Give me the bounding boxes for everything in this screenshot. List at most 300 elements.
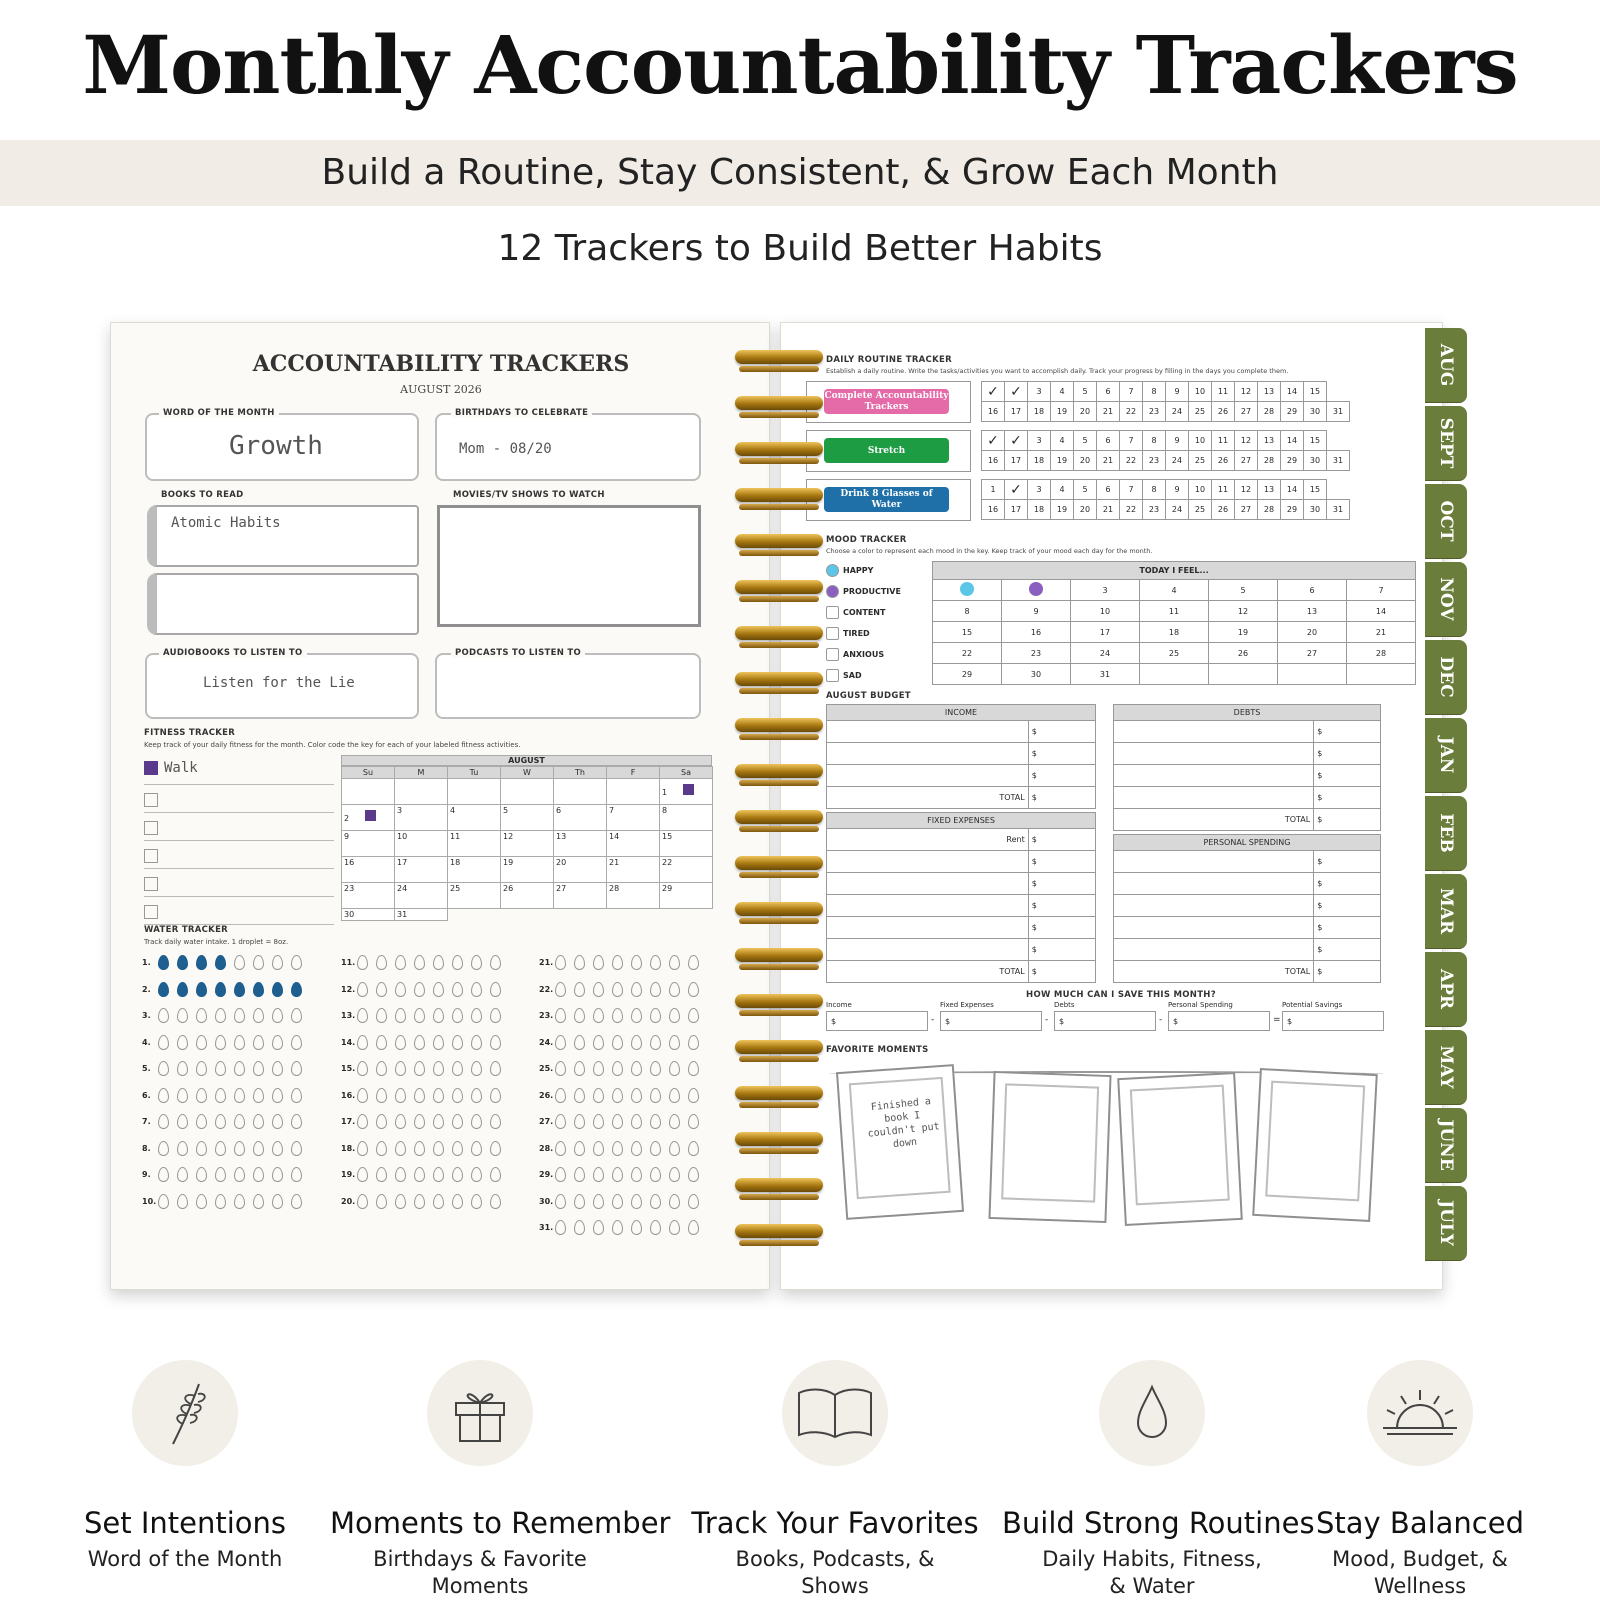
habit-day[interactable]: 10 [1189,431,1212,451]
droplet-icon[interactable] [574,1114,585,1129]
mood-day[interactable]: 25 [1140,643,1209,664]
droplet-icon[interactable] [612,1008,623,1023]
droplet-icon[interactable] [196,1167,207,1182]
droplet-icon[interactable] [593,1114,604,1129]
droplet-icon[interactable] [253,1088,264,1103]
droplet-icon[interactable] [291,1008,302,1023]
cal-day[interactable]: 18 [448,857,501,883]
droplet-icon[interactable] [631,1220,642,1235]
habit-day[interactable]: 15 [1304,382,1327,402]
droplet-icon[interactable] [688,1167,699,1182]
droplet-icon[interactable] [593,1167,604,1182]
droplet-icon[interactable] [574,1167,585,1182]
droplet-icon[interactable] [555,1114,566,1129]
droplet-icon[interactable] [414,1035,425,1050]
droplet-icon[interactable] [555,1141,566,1156]
droplet-icon[interactable] [574,1008,585,1023]
fitness-key-row[interactable] [144,869,334,897]
mood-day[interactable]: 16 [1002,622,1071,643]
droplet-icon[interactable] [414,1194,425,1209]
droplet-icon[interactable] [196,1194,207,1209]
habit-day[interactable]: 22 [1120,451,1143,471]
checkbox[interactable] [144,793,158,807]
droplet-icon[interactable] [215,1088,226,1103]
droplet-icon[interactable] [357,1194,368,1209]
cal-day[interactable] [554,779,607,805]
droplet-icon[interactable] [433,1194,444,1209]
droplet-icon[interactable] [215,1194,226,1209]
habit-day[interactable]: 10 [1189,382,1212,402]
mood-day[interactable]: 3 [1071,580,1140,601]
habit-day[interactable]: 4 [1051,382,1074,402]
budget-amount[interactable]: $ [1028,895,1095,917]
cal-day[interactable]: 14 [607,831,660,857]
droplet-icon[interactable] [433,955,444,970]
cal-day[interactable]: 16 [342,857,395,883]
droplet-icon[interactable] [612,1035,623,1050]
habit-day[interactable]: 9 [1166,382,1189,402]
droplet-icon[interactable] [452,1141,463,1156]
cal-day[interactable]: 7 [607,805,660,831]
droplet-icon[interactable] [593,1035,604,1050]
habit-day[interactable] [1327,431,1350,451]
mood-day[interactable] [1002,580,1071,601]
droplet-icon[interactable] [177,1008,188,1023]
droplet-icon[interactable] [357,1141,368,1156]
habit-day[interactable]: 21 [1097,500,1120,520]
budget-row[interactable] [1114,809,1381,831]
budget-item[interactable] [827,939,1029,961]
droplet-icon[interactable] [555,1167,566,1182]
budget-item[interactable] [1114,743,1314,765]
budget-item[interactable] [1114,721,1314,743]
droplet-icon[interactable] [414,955,425,970]
budget-amount[interactable]: $ [1314,873,1381,895]
droplet-icon[interactable] [612,1220,623,1235]
droplet-icon[interactable] [291,1114,302,1129]
habit-day[interactable]: 20 [1074,500,1097,520]
habit-day[interactable]: 7 [1120,382,1143,402]
droplet-icon[interactable] [631,1194,642,1209]
mood-day[interactable] [1278,664,1347,685]
mood-key-row[interactable] [826,602,921,623]
habit-day[interactable]: 28 [1258,402,1281,422]
droplet-icon[interactable] [291,1035,302,1050]
cal-day[interactable]: 6 [554,805,607,831]
droplet-icon[interactable] [291,982,302,997]
budget-amount[interactable]: $ [1028,917,1095,939]
droplet-icon[interactable] [688,1035,699,1050]
fitness-key-row[interactable] [144,841,334,869]
mood-key-row[interactable] [826,581,921,602]
habit-day[interactable]: 24 [1166,500,1189,520]
droplet-icon[interactable] [158,982,169,997]
droplet-icon[interactable] [631,982,642,997]
budget-item[interactable] [1114,939,1314,961]
fitness-key-row[interactable] [144,813,334,841]
savings-field[interactable]: $ [1168,1011,1270,1031]
droplet-icon[interactable] [574,1194,585,1209]
habit-day[interactable]: 26 [1212,451,1235,471]
droplet-icon[interactable] [158,1088,169,1103]
droplet-icon[interactable] [433,1061,444,1076]
droplet-icon[interactable] [490,1194,501,1209]
habit-day[interactable]: 8 [1143,431,1166,451]
checkbox[interactable] [144,877,158,891]
habit-day[interactable]: 31 [1327,451,1350,471]
droplet-icon[interactable] [490,1008,501,1023]
droplet-icon[interactable] [414,1141,425,1156]
droplet-icon[interactable] [555,1008,566,1023]
budget-amount[interactable]: $ [1028,851,1095,873]
budget-item[interactable] [1114,873,1314,895]
mood-day[interactable]: 11 [1140,601,1209,622]
budget-row[interactable] [1114,765,1381,787]
droplet-icon[interactable] [555,1035,566,1050]
droplet-icon[interactable] [612,1114,623,1129]
droplet-icon[interactable] [669,1194,680,1209]
mood-day[interactable]: 4 [1140,580,1209,601]
droplet-icon[interactable] [395,955,406,970]
budget-row[interactable] [827,917,1096,939]
droplet-icon[interactable] [471,1167,482,1182]
droplet-icon[interactable] [612,955,623,970]
cal-day[interactable]: 29 [660,883,713,909]
budget-item[interactable] [827,851,1029,873]
droplet-icon[interactable] [471,982,482,997]
budget-item[interactable]: TOTAL [1114,961,1314,983]
cal-day[interactable]: 31 [395,909,448,921]
droplet-icon[interactable] [669,1061,680,1076]
habit-day[interactable]: 12 [1235,431,1258,451]
droplet-icon[interactable] [357,955,368,970]
droplet-icon[interactable] [253,1194,264,1209]
mood-day[interactable]: 30 [1002,664,1071,685]
mood-day[interactable]: 8 [933,601,1002,622]
habit-day[interactable]: 14 [1281,480,1304,500]
droplet-icon[interactable] [612,1088,623,1103]
habit-day[interactable]: 20 [1074,451,1097,471]
mood-day[interactable]: 14 [1347,601,1416,622]
droplet-icon[interactable] [234,1114,245,1129]
mood-key-row[interactable] [826,560,921,581]
budget-amount[interactable]: $ [1314,809,1381,831]
habit-day[interactable]: 20 [1074,402,1097,422]
droplet-icon[interactable] [669,1088,680,1103]
budget-row[interactable] [827,895,1096,917]
habit-day[interactable]: 25 [1189,451,1212,471]
fitness-key-row[interactable] [144,757,334,785]
budget-item[interactable]: TOTAL [827,787,1029,809]
budget-row[interactable] [1114,851,1381,873]
droplet-icon[interactable] [196,955,207,970]
droplet-icon[interactable] [669,1220,680,1235]
droplet-icon[interactable] [395,1061,406,1076]
checkbox[interactable] [144,849,158,863]
habit-day[interactable]: 19 [1051,451,1074,471]
budget-row[interactable] [1114,787,1381,809]
droplet-icon[interactable] [669,1167,680,1182]
droplet-icon[interactable] [272,1194,283,1209]
droplet-icon[interactable] [452,1035,463,1050]
droplet-icon[interactable] [376,955,387,970]
droplet-icon[interactable] [452,1114,463,1129]
droplet-icon[interactable] [272,955,283,970]
mood-day[interactable]: 28 [1347,643,1416,664]
droplet-icon[interactable] [376,1194,387,1209]
habit-day[interactable]: 22 [1120,402,1143,422]
droplet-icon[interactable] [612,1194,623,1209]
habit-day[interactable]: 4 [1051,480,1074,500]
habit-day[interactable]: ✓ [1005,431,1028,451]
cal-day[interactable]: 23 [342,883,395,909]
droplet-icon[interactable] [376,1088,387,1103]
droplet-icon[interactable] [490,955,501,970]
tab-jan[interactable] [1425,718,1467,793]
droplet-icon[interactable] [631,1035,642,1050]
cal-day[interactable] [448,779,501,805]
savings-field[interactable]: $ [1282,1011,1384,1031]
cal-day[interactable] [501,779,554,805]
mood-key-row[interactable] [826,665,921,686]
habit-day[interactable]: 12 [1235,382,1258,402]
mood-day[interactable] [933,580,1002,601]
checkbox[interactable] [144,821,158,835]
droplet-icon[interactable] [688,1114,699,1129]
habit-day[interactable]: 21 [1097,451,1120,471]
cal-day[interactable]: 9 [342,831,395,857]
mood-day[interactable]: 21 [1347,622,1416,643]
droplet-icon[interactable] [177,1141,188,1156]
droplet-icon[interactable] [433,1141,444,1156]
droplet-icon[interactable] [196,982,207,997]
droplet-icon[interactable] [669,1141,680,1156]
droplet-icon[interactable] [490,1061,501,1076]
habit-day[interactable]: 31 [1327,402,1350,422]
mood-day[interactable]: 24 [1071,643,1140,664]
droplet-icon[interactable] [234,1061,245,1076]
cal-day[interactable]: 25 [448,883,501,909]
droplet-icon[interactable] [471,1194,482,1209]
droplet-icon[interactable] [452,1061,463,1076]
habit-day[interactable]: 30 [1304,500,1327,520]
droplet-icon[interactable] [631,955,642,970]
droplet-icon[interactable] [471,955,482,970]
droplet-icon[interactable] [490,1035,501,1050]
budget-amount[interactable]: $ [1314,895,1381,917]
budget-item[interactable] [827,743,1029,765]
droplet-icon[interactable] [395,1194,406,1209]
droplet-icon[interactable] [650,1061,661,1076]
droplet-icon[interactable] [376,1167,387,1182]
cal-day[interactable]: 28 [607,883,660,909]
budget-item[interactable]: Rent [827,829,1029,851]
cal-day[interactable]: 15 [660,831,713,857]
mood-day[interactable]: 26 [1209,643,1278,664]
droplet-icon[interactable] [177,1088,188,1103]
droplet-icon[interactable] [158,1167,169,1182]
droplet-icon[interactable] [593,982,604,997]
cal-day[interactable]: 22 [660,857,713,883]
habit-day[interactable] [1327,382,1350,402]
savings-field[interactable]: $ [826,1011,928,1031]
droplet-icon[interactable] [574,955,585,970]
budget-amount[interactable]: $ [1028,721,1095,743]
droplet-icon[interactable] [574,1141,585,1156]
habit-day[interactable] [1327,480,1350,500]
habit-day[interactable]: 7 [1120,480,1143,500]
habit-day[interactable]: 11 [1212,382,1235,402]
droplet-icon[interactable] [395,1035,406,1050]
droplet-icon[interactable] [433,1167,444,1182]
budget-row[interactable] [827,873,1096,895]
budget-amount[interactable]: $ [1028,939,1095,961]
droplet-icon[interactable] [555,982,566,997]
habit-day[interactable]: 13 [1258,480,1281,500]
mood-day[interactable]: 17 [1071,622,1140,643]
droplet-icon[interactable] [215,955,226,970]
droplet-icon[interactable] [688,982,699,997]
droplet-icon[interactable] [253,1114,264,1129]
droplet-icon[interactable] [631,1088,642,1103]
cal-day[interactable] [607,779,660,805]
habit-day[interactable]: 17 [1005,402,1028,422]
habit-day[interactable]: 30 [1304,451,1327,471]
habit-day[interactable]: 9 [1166,480,1189,500]
budget-amount[interactable]: $ [1314,939,1381,961]
tab-aug[interactable] [1425,328,1467,403]
droplet-icon[interactable] [215,1008,226,1023]
droplet-icon[interactable] [196,1061,207,1076]
droplet-icon[interactable] [669,1035,680,1050]
habit-day[interactable]: 18 [1028,500,1051,520]
droplet-icon[interactable] [376,1141,387,1156]
droplet-icon[interactable] [688,1141,699,1156]
droplet-icon[interactable] [593,1194,604,1209]
habit-day[interactable]: 30 [1304,402,1327,422]
droplet-icon[interactable] [158,1035,169,1050]
droplet-icon[interactable] [357,1114,368,1129]
droplet-icon[interactable] [158,1061,169,1076]
cal-day[interactable]: 1 [660,779,713,805]
droplet-icon[interactable] [272,1141,283,1156]
cal-day[interactable]: 30 [342,909,395,921]
droplet-icon[interactable] [650,1141,661,1156]
mood-day[interactable]: 9 [1002,601,1071,622]
droplet-icon[interactable] [555,1088,566,1103]
habit-day[interactable]: 18 [1028,451,1051,471]
habit-day[interactable]: 6 [1097,431,1120,451]
habit-day[interactable]: 8 [1143,480,1166,500]
habit-day[interactable]: 27 [1235,500,1258,520]
budget-amount[interactable]: $ [1028,743,1095,765]
cal-day[interactable]: 8 [660,805,713,831]
cal-day[interactable] [342,779,395,805]
droplet-icon[interactable] [650,1088,661,1103]
droplet-icon[interactable] [433,1088,444,1103]
droplet-icon[interactable] [215,982,226,997]
droplet-icon[interactable] [490,1141,501,1156]
droplet-icon[interactable] [177,955,188,970]
droplet-icon[interactable] [555,955,566,970]
budget-row[interactable] [827,765,1096,787]
mood-day[interactable]: 29 [933,664,1002,685]
droplet-icon[interactable] [376,1035,387,1050]
droplet-icon[interactable] [395,1141,406,1156]
droplet-icon[interactable] [631,1167,642,1182]
checkbox[interactable] [826,606,839,619]
droplet-icon[interactable] [414,1061,425,1076]
droplet-icon[interactable] [688,1194,699,1209]
droplet-icon[interactable] [253,1035,264,1050]
habit-day[interactable]: 22 [1120,500,1143,520]
droplet-icon[interactable] [452,1008,463,1023]
droplet-icon[interactable] [177,982,188,997]
budget-amount[interactable]: $ [1314,917,1381,939]
droplet-icon[interactable] [376,982,387,997]
habit-day[interactable]: 24 [1166,451,1189,471]
budget-row[interactable] [1114,917,1381,939]
droplet-icon[interactable] [234,1008,245,1023]
droplet-icon[interactable] [471,1141,482,1156]
mood-day[interactable]: 19 [1209,622,1278,643]
budget-amount[interactable]: $ [1028,765,1095,787]
droplet-icon[interactable] [688,1088,699,1103]
droplet-icon[interactable] [574,1088,585,1103]
droplet-icon[interactable] [688,1008,699,1023]
budget-row[interactable] [827,787,1096,809]
budget-item[interactable]: TOTAL [827,961,1029,983]
mood-day[interactable] [1140,664,1209,685]
droplet-icon[interactable] [357,1035,368,1050]
habit-day[interactable]: 29 [1281,451,1304,471]
budget-row[interactable] [1114,961,1381,983]
mood-key-row[interactable] [826,644,921,665]
mood-day[interactable]: 22 [933,643,1002,664]
droplet-icon[interactable] [272,1008,283,1023]
tab-july[interactable] [1425,1186,1467,1261]
budget-item[interactable] [827,765,1029,787]
droplet-icon[interactable] [158,955,169,970]
mood-day[interactable] [1347,664,1416,685]
budget-row[interactable] [1114,743,1381,765]
habit-day[interactable]: 28 [1258,500,1281,520]
droplet-icon[interactable] [196,1141,207,1156]
tab-mar[interactable] [1425,874,1467,949]
droplet-icon[interactable] [612,1061,623,1076]
cal-day[interactable]: 3 [395,805,448,831]
droplet-icon[interactable] [291,955,302,970]
droplet-icon[interactable] [272,1167,283,1182]
habit-day[interactable]: ✓ [1005,480,1028,500]
droplet-icon[interactable] [357,1167,368,1182]
habit-day[interactable]: 17 [1005,500,1028,520]
droplet-icon[interactable] [215,1167,226,1182]
budget-row[interactable] [827,721,1096,743]
droplet-icon[interactable] [158,1008,169,1023]
fitness-key-row[interactable] [144,897,334,925]
droplet-icon[interactable] [490,1088,501,1103]
budget-amount[interactable]: $ [1314,961,1381,983]
droplet-icon[interactable] [414,1088,425,1103]
habit-day[interactable]: 15 [1304,431,1327,451]
checkbox[interactable] [144,905,158,919]
habit-day[interactable]: 5 [1074,480,1097,500]
cal-day[interactable]: 13 [554,831,607,857]
droplet-icon[interactable] [196,1035,207,1050]
budget-row[interactable] [1114,895,1381,917]
mood-day[interactable]: 31 [1071,664,1140,685]
